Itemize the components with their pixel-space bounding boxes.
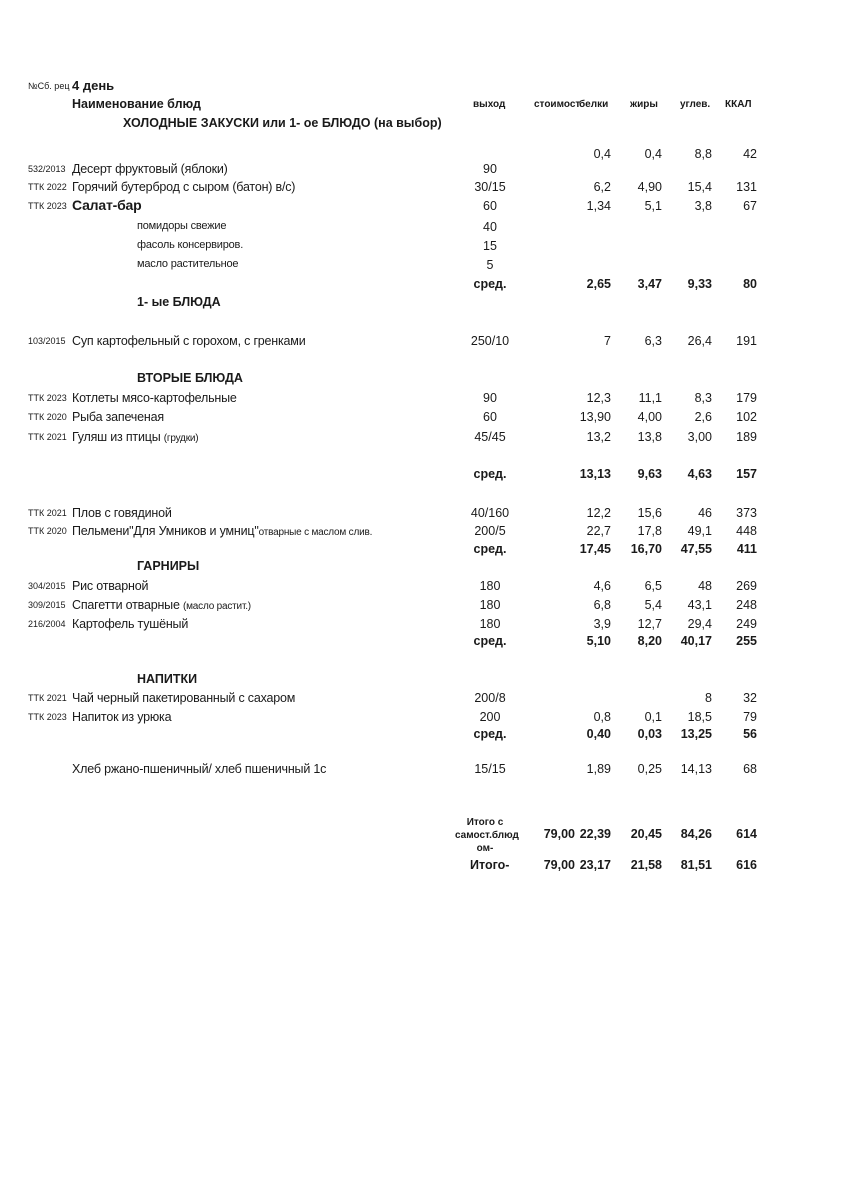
dish-name (72, 763, 326, 776)
value-fat: 8,20 (637, 634, 662, 648)
dish-name (72, 198, 141, 212)
value-carb: 29,4 (687, 617, 712, 631)
dish-name-text: помидоры свежие (137, 220, 227, 232)
value-kcal: 68 (743, 762, 757, 776)
dish-name (72, 507, 172, 520)
value-kcal: 255 (736, 634, 757, 648)
dish-name-text: Чай черный пакетированный с сахаром (72, 691, 296, 705)
total-cost: 79,00 (543, 827, 575, 841)
value-kcal: 191 (736, 334, 757, 348)
value-fat: 3,47 (637, 277, 662, 291)
dish-name-text: Десерт фруктовый (яблоки) (72, 162, 228, 176)
dish-name-text: масло растительное (137, 258, 239, 270)
dish-name-text: фасоль консервиров. (137, 239, 244, 251)
value-kcal: 32 (743, 691, 757, 705)
recipe-code: ТТК 2021 (28, 508, 67, 518)
value-kcal: 448 (736, 524, 757, 538)
section-title: 1- ые БЛЮДА (137, 295, 221, 309)
dish-name-text: Хлеб ржано-пшеничный/ хлеб пшеничный 1с (72, 762, 327, 776)
value-kcal: 411 (736, 542, 757, 556)
value-protein: 17,45 (579, 542, 611, 556)
value-protein: 1,89 (586, 762, 611, 776)
dish-name-text: Суп картофельный с горохом, с гренками (72, 334, 306, 348)
dish-name (72, 692, 295, 705)
section-title: НАПИТКИ (137, 672, 198, 686)
value-protein: 13,2 (586, 430, 611, 444)
value-fat: 0,4 (644, 147, 662, 161)
dish-name (72, 580, 148, 593)
portion-output: сред. (473, 467, 507, 481)
total-carb: 81,51 (680, 858, 712, 872)
total-protein: 23,17 (579, 858, 611, 872)
dish-name-text: Пельмени"Для Умников и умниц" (72, 524, 259, 538)
total-fat: 21,58 (630, 858, 662, 872)
value-protein: 6,8 (593, 598, 611, 612)
portion-output: сред. (473, 277, 507, 291)
recipe-code: ТТК 2021 (28, 432, 67, 442)
column-header-cost: стоимост (534, 99, 581, 110)
total-protein: 22,39 (579, 827, 611, 841)
recipe-code: ТТК 2020 (28, 526, 67, 536)
dish-name-text: Котлеты мясо-картофельные (72, 391, 237, 405)
value-fat: 9,63 (637, 467, 662, 481)
value-kcal: 42 (743, 147, 757, 161)
dish-name-text: Картофель тушёный (72, 617, 189, 631)
dish-name-text: Плов с говядиной (72, 506, 172, 520)
value-protein: 7 (604, 334, 611, 348)
portion-output: 200/5 (474, 524, 506, 538)
recipe-code: ТТК 2023 (28, 712, 67, 722)
portion-output: 30/15 (474, 180, 506, 194)
value-kcal: 373 (736, 506, 757, 520)
dish-name-text: Напиток из урюка (72, 710, 172, 724)
column-header-out: выход (473, 99, 506, 110)
portion-output: 40/160 (470, 506, 510, 520)
portion-output: сред. (473, 727, 507, 741)
value-fat: 15,6 (637, 506, 662, 520)
value-kcal: 79 (743, 710, 757, 724)
dish-name (137, 259, 238, 270)
recipe-code: 304/2015 (28, 581, 66, 591)
recipe-code: ТТК 2020 (28, 412, 67, 422)
value-protein: 13,13 (579, 467, 611, 481)
value-carb: 15,4 (687, 180, 712, 194)
value-protein: 5,10 (586, 634, 611, 648)
value-kcal: 189 (736, 430, 757, 444)
value-fat: 0,03 (637, 727, 662, 741)
day-title: 4 день (72, 78, 115, 93)
value-fat: 4,00 (637, 410, 662, 424)
recipe-code: 532/2013 (28, 164, 66, 174)
value-protein: 0,40 (586, 727, 611, 741)
portion-output: 200/8 (474, 691, 506, 705)
recipe-code: 309/2015 (28, 600, 66, 610)
column-header-name: Наименование блюд (72, 97, 201, 111)
value-carb: 13,25 (680, 727, 712, 741)
value-protein: 6,2 (593, 180, 611, 194)
portion-output: 250/10 (470, 334, 510, 348)
value-fat: 6,5 (644, 579, 662, 593)
portion-output: 180 (479, 617, 501, 631)
value-fat: 16,70 (630, 542, 662, 556)
value-carb: 8,8 (694, 147, 712, 161)
value-kcal: 248 (736, 598, 757, 612)
portion-output: сред. (473, 634, 507, 648)
section-title: ХОЛОДНЫЕ ЗАКУСКИ или 1- ое БЛЮДО (на выбор) (123, 116, 442, 130)
value-fat: 13,8 (637, 430, 662, 444)
dish-name (72, 392, 237, 405)
value-fat: 0,25 (637, 762, 662, 776)
value-carb: 8 (705, 691, 712, 705)
column-header-carb: углев. (680, 99, 711, 110)
value-protein: 0,4 (593, 147, 611, 161)
value-carb: 47,55 (680, 542, 712, 556)
value-carb: 3,00 (687, 430, 712, 444)
value-kcal: 249 (736, 617, 757, 631)
dish-name (137, 221, 226, 232)
portion-output: 15 (483, 239, 497, 253)
value-fat: 4,90 (637, 180, 662, 194)
value-kcal: 179 (736, 391, 757, 405)
dish-name-text: Гуляш из птицы (72, 430, 164, 444)
portion-output: 90 (483, 391, 497, 405)
total-kcal: 616 (736, 858, 757, 872)
dish-name (72, 618, 188, 631)
dish-name-note: (масло растит.) (183, 601, 251, 612)
value-protein: 12,3 (586, 391, 611, 405)
value-carb: 14,13 (680, 762, 712, 776)
recipe-code: 103/2015 (28, 336, 66, 346)
value-fat: 17,8 (637, 524, 662, 538)
dish-name (72, 335, 305, 348)
value-kcal: 131 (736, 180, 757, 194)
value-carb: 46 (698, 506, 712, 520)
dish-name (72, 181, 295, 194)
dish-name (72, 163, 228, 176)
value-carb: 3,8 (694, 199, 712, 213)
portion-output: 60 (483, 410, 497, 424)
portion-output: 180 (479, 598, 501, 612)
value-carb: 26,4 (687, 334, 712, 348)
dish-name-text: Горячий бутерброд с сыром (батон) в/с) (72, 180, 296, 194)
portion-output: 15/15 (474, 762, 506, 776)
dish-name (137, 240, 243, 251)
value-kcal: 67 (743, 199, 757, 213)
value-fat: 5,1 (644, 199, 662, 213)
recipe-code: ТТК 2021 (28, 693, 67, 703)
value-kcal: 157 (736, 467, 757, 481)
value-protein: 3,9 (593, 617, 611, 631)
portion-output: сред. (473, 542, 507, 556)
portion-output: 40 (483, 220, 497, 234)
section-title: ГАРНИРЫ (137, 559, 200, 573)
portion-output: 90 (483, 162, 497, 176)
total-carb: 84,26 (680, 827, 712, 841)
value-kcal: 56 (743, 727, 757, 741)
dish-name (72, 525, 372, 538)
value-carb: 2,6 (694, 410, 712, 424)
value-protein: 1,34 (586, 199, 611, 213)
value-carb: 8,3 (694, 391, 712, 405)
value-protein: 12,2 (586, 506, 611, 520)
value-kcal: 80 (743, 277, 757, 291)
dish-name-text: Салат-бар (72, 197, 142, 213)
total-cost: 79,00 (543, 858, 575, 872)
value-carb: 49,1 (687, 524, 712, 538)
dish-name (72, 599, 251, 612)
portion-output: 5 (486, 258, 494, 272)
recipe-label: №Сб. рец (28, 81, 70, 91)
portion-output: 200 (479, 710, 501, 724)
column-header-protein: белки (579, 99, 609, 110)
portion-output: 60 (483, 199, 497, 213)
recipe-code: ТТК 2023 (28, 393, 67, 403)
value-fat: 0,1 (644, 710, 662, 724)
dish-name-note: отварные с маслом слив. (258, 527, 373, 538)
value-kcal: 269 (736, 579, 757, 593)
value-fat: 5,4 (644, 598, 662, 612)
portion-output: 180 (479, 579, 501, 593)
recipe-code: ТТК 2022 (28, 182, 67, 192)
column-header-fat: жиры (630, 99, 658, 110)
value-protein: 0,8 (593, 710, 611, 724)
total-fat: 20,45 (630, 827, 662, 841)
value-kcal: 102 (736, 410, 757, 424)
dish-name (72, 711, 171, 724)
value-carb: 43,1 (687, 598, 712, 612)
total-kcal: 614 (736, 827, 757, 841)
recipe-code: ТТК 2023 (28, 201, 67, 211)
value-carb: 48 (698, 579, 712, 593)
dish-name-text: Рыба запеченая (72, 410, 164, 424)
portion-output: 45/45 (474, 430, 506, 444)
value-fat: 11,1 (638, 391, 662, 405)
dish-name-text: Спагетти отварные (72, 598, 183, 612)
dish-name (72, 411, 164, 424)
value-protein: 22,7 (586, 524, 611, 538)
column-header-kcal: ККАЛ (725, 99, 752, 110)
value-carb: 18,5 (687, 710, 712, 724)
value-carb: 40,17 (680, 634, 712, 648)
value-carb: 9,33 (687, 277, 712, 291)
dish-name (72, 431, 198, 444)
value-carb: 4,63 (687, 467, 712, 481)
value-protein: 13,90 (579, 410, 611, 424)
value-fat: 12,7 (637, 617, 662, 631)
recipe-code: 216/2004 (28, 619, 66, 629)
total-label: Итого- (470, 858, 510, 872)
dish-name-note: (грудки) (163, 433, 199, 444)
value-protein: 2,65 (586, 277, 611, 291)
total-label: Итого с самост.блюд ом- (455, 817, 519, 854)
dish-name-text: Рис отварной (72, 579, 149, 593)
value-protein: 4,6 (593, 579, 611, 593)
value-fat: 6,3 (644, 334, 662, 348)
section-title: ВТОРЫЕ БЛЮДА (137, 371, 243, 385)
